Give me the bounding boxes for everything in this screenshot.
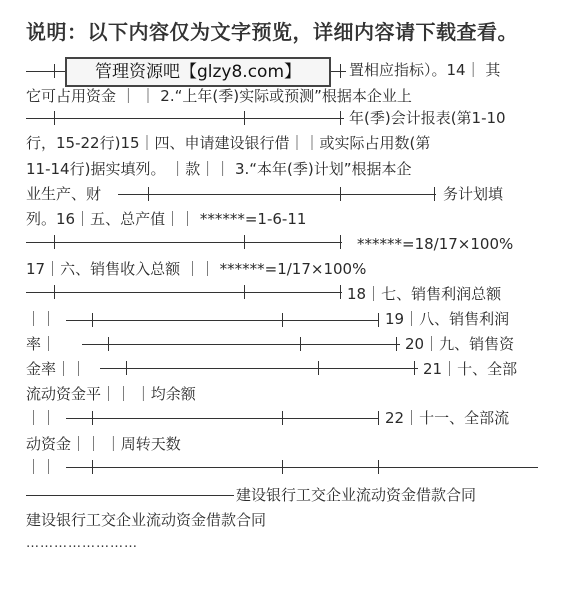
table-tick bbox=[340, 64, 341, 78]
contract-title: 建设银行工交企业流动资金借款合同 bbox=[236, 486, 477, 504]
table-rule bbox=[66, 418, 378, 419]
table-rule bbox=[118, 194, 436, 195]
table-tick bbox=[54, 285, 55, 299]
text-line: 22｜十一、全部流 bbox=[385, 409, 510, 427]
table-tick bbox=[378, 460, 379, 474]
table-tick bbox=[340, 187, 341, 201]
text-line: ｜｜ bbox=[26, 458, 57, 476]
text-line: 20｜九、销售资 bbox=[405, 335, 515, 353]
watermark-banner: 管理资源吧【glzy8.com】 bbox=[65, 57, 331, 87]
table-tick bbox=[244, 285, 245, 299]
table-tick bbox=[92, 411, 93, 425]
table-tick bbox=[126, 361, 127, 375]
text-line: 置相应指标）。14｜ 其 bbox=[349, 61, 501, 79]
table-tick bbox=[282, 460, 283, 474]
table-tick bbox=[378, 411, 379, 425]
table-tick bbox=[340, 235, 341, 249]
table-tick bbox=[282, 411, 283, 425]
table-tick bbox=[148, 187, 149, 201]
text-line: 行，15-22行)15｜四、申请建设银行借｜｜或实际占用数(第 bbox=[26, 134, 431, 152]
table-tick bbox=[396, 337, 397, 351]
table-rule bbox=[82, 344, 400, 345]
ellipsis-dots: …………………… bbox=[26, 536, 138, 551]
table-tick bbox=[378, 313, 379, 327]
text-line: 动资金｜｜ ｜周转天数 bbox=[26, 435, 181, 453]
table-tick bbox=[54, 111, 55, 125]
table-tick bbox=[108, 337, 109, 351]
table-tick bbox=[340, 111, 341, 125]
text-line: 17｜六、销售收入总额 ｜｜ ******=1/17×100% bbox=[26, 260, 367, 278]
table-tick bbox=[92, 460, 93, 474]
table-tick bbox=[414, 361, 415, 375]
table-rule bbox=[26, 242, 342, 243]
text-line: 它可占用资金 ｜ ｜ 2.“上年(季)实际或预测”根据本企业上 bbox=[26, 87, 412, 105]
table-rule bbox=[26, 118, 344, 119]
text-line: ｜｜ bbox=[26, 310, 57, 328]
text-line: 19｜八、销售利润 bbox=[385, 310, 510, 328]
preview-notice: 说明：以下内容仅为文字预览，详细内容请下载查看。 bbox=[26, 20, 518, 44]
table-tick bbox=[54, 235, 55, 249]
table-tick bbox=[340, 285, 341, 299]
table-rule bbox=[66, 320, 378, 321]
table-tick bbox=[92, 313, 93, 327]
table-tick bbox=[318, 361, 319, 375]
table-rule bbox=[100, 368, 418, 369]
text-line: 11-14行)据实填列。 ｜款｜｜ 3.“本年(季)计划”根据本企 bbox=[26, 160, 412, 178]
table-tick bbox=[54, 64, 55, 78]
text-line: ******=18/17×100% bbox=[357, 235, 514, 253]
table-tick bbox=[244, 111, 245, 125]
text-line: 业生产、财 bbox=[26, 185, 102, 203]
text-line: 21｜十、全部 bbox=[423, 360, 518, 378]
text-line: 列。16｜五、总产值｜｜ ******=1-6-11 bbox=[26, 210, 307, 228]
table-rule bbox=[66, 467, 538, 468]
table-tick bbox=[282, 313, 283, 327]
table-tick bbox=[434, 187, 435, 201]
text-line: 务计划填 bbox=[443, 185, 504, 203]
text-line: 率｜ bbox=[26, 335, 57, 353]
contract-title: 建设银行工交企业流动资金借款合同 bbox=[26, 511, 267, 529]
text-line: 金率｜｜ bbox=[26, 360, 87, 378]
table-rule bbox=[26, 292, 342, 293]
table-tick bbox=[300, 337, 301, 351]
signature-line bbox=[26, 495, 234, 496]
text-line: ｜｜ bbox=[26, 409, 57, 427]
text-line: 流动资金平｜｜ ｜均余额 bbox=[26, 385, 196, 403]
table-tick bbox=[244, 235, 245, 249]
text-line: 年(季)会计报表(第1-10 bbox=[349, 109, 506, 127]
text-line: 18｜七、销售利润总额 bbox=[347, 285, 502, 303]
